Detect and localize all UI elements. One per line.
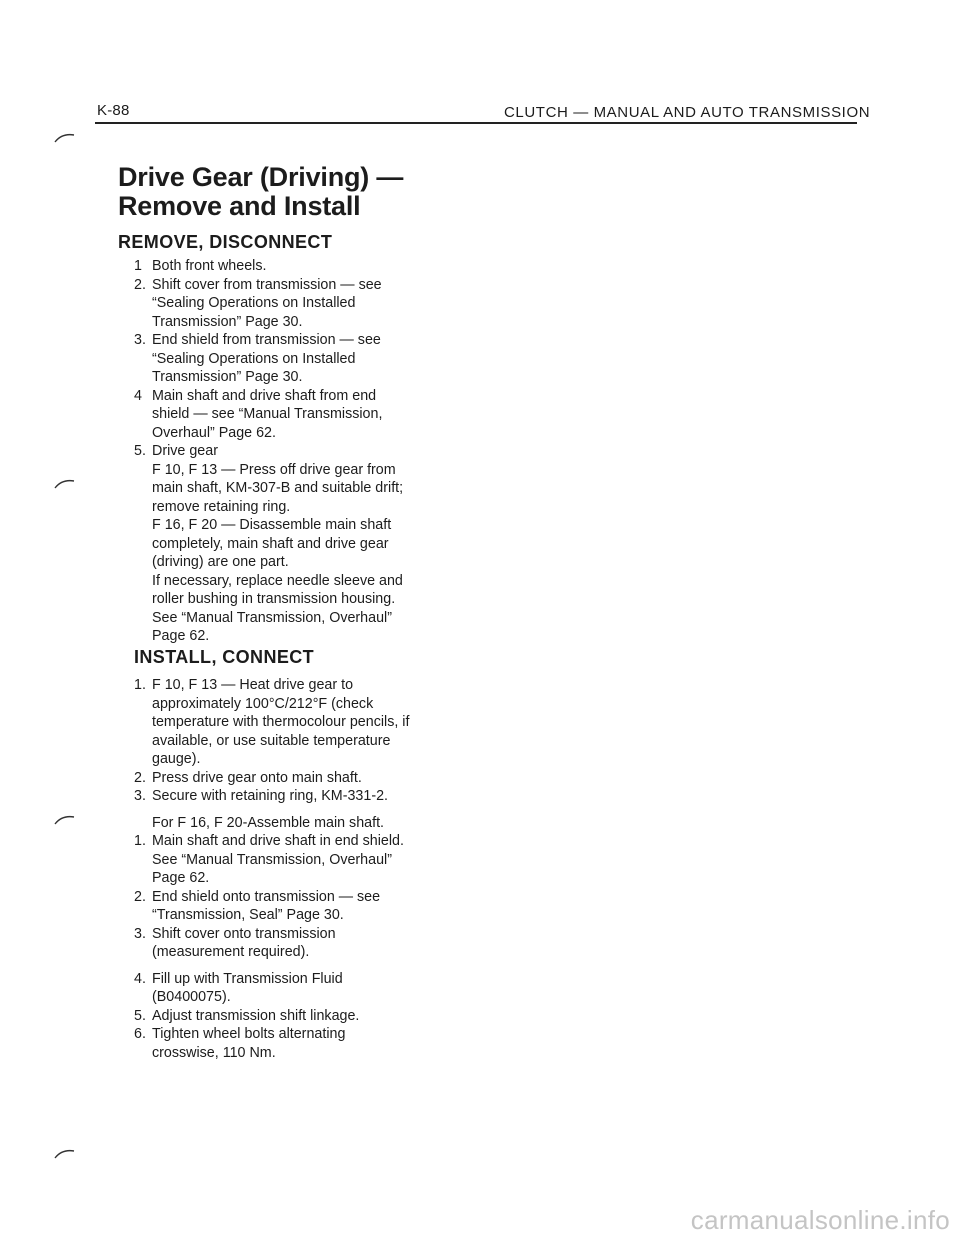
assembly-note: For F 16, F 20-Assemble main shaft. bbox=[152, 814, 385, 831]
item-number: 3. bbox=[134, 925, 146, 942]
item-line: Transmission” Page 30. bbox=[152, 369, 303, 385]
remove-list bbox=[134, 257, 403, 646]
item-line: Both front wheels. bbox=[152, 258, 267, 274]
item-line: Fill up with Transmission Fluid bbox=[152, 970, 343, 987]
item-line: F 16, F 20 — Disassemble main shaft bbox=[152, 517, 392, 533]
item-line: (driving) are one part. bbox=[152, 554, 289, 570]
list-item bbox=[134, 387, 403, 443]
item-line: roller bushing in transmission housing. bbox=[152, 591, 396, 607]
watermark: carmanualsonline.info bbox=[690, 1205, 950, 1235]
title-line: Drive Gear (Driving) — bbox=[118, 162, 404, 192]
item-line: Transmission” Page 30. bbox=[152, 313, 303, 330]
item-line: gauge). bbox=[152, 751, 201, 767]
item-line: remove retaining ring. bbox=[152, 498, 291, 515]
item-number: 3. bbox=[134, 332, 146, 348]
item-line: Press drive gear onto main shaft. bbox=[152, 769, 362, 786]
install-list bbox=[134, 676, 409, 1062]
list-item bbox=[134, 331, 403, 387]
item-line: “Sealing Operations on Installed bbox=[152, 295, 356, 311]
item-number: 3. bbox=[134, 788, 146, 804]
list-item bbox=[134, 676, 409, 769]
item-line: End shield from transmission — see bbox=[152, 332, 381, 348]
list-item bbox=[134, 888, 409, 925]
item-line: F 10, F 13 — Heat drive gear to bbox=[152, 677, 354, 693]
item-line: F 10, F 13 — Press off drive gear from bbox=[152, 461, 396, 478]
binding-mark-icon bbox=[54, 1149, 76, 1159]
list-item bbox=[134, 769, 409, 788]
item-number: 1 bbox=[134, 258, 142, 274]
item-number: 4. bbox=[134, 970, 146, 987]
item-line: Adjust transmission shift linkage. bbox=[152, 1007, 360, 1024]
item-line: completely, main shaft and drive gear bbox=[152, 535, 389, 552]
item-line: Page 62. bbox=[152, 870, 210, 886]
list-item bbox=[134, 925, 409, 962]
item-line: main shaft, KM-307-B and suitable drift; bbox=[152, 480, 404, 496]
list-item bbox=[134, 832, 409, 888]
item-line: approximately 100°C/212°F (check bbox=[152, 695, 374, 712]
item-line: See “Manual Transmission, Overhaul” bbox=[152, 609, 392, 626]
list-item bbox=[134, 276, 403, 332]
item-line: Main shaft and drive shaft from end bbox=[152, 387, 377, 404]
binding-mark-icon bbox=[54, 479, 76, 489]
item-number: 2. bbox=[134, 276, 146, 293]
list-item bbox=[134, 970, 409, 1007]
item-line: Main shaft and drive shaft in end shield. bbox=[152, 833, 404, 849]
item-line: (measurement required). bbox=[152, 944, 310, 960]
header-rule bbox=[95, 122, 857, 124]
install-heading: INSTALL, CONNECT bbox=[134, 647, 315, 667]
list-item bbox=[134, 1007, 409, 1026]
page-title bbox=[118, 163, 403, 221]
item-line: crosswise, 110 Nm. bbox=[152, 1044, 276, 1061]
item-line: End shield onto transmission — see bbox=[152, 888, 381, 905]
list-item bbox=[134, 787, 409, 806]
binding-mark-icon bbox=[54, 815, 76, 825]
item-number: 2. bbox=[134, 888, 146, 905]
item-line: Overhaul” Page 62. bbox=[152, 424, 276, 441]
item-line: “Sealing Operations on Installed bbox=[152, 350, 356, 367]
list-item bbox=[134, 1025, 409, 1062]
item-line: If necessary, replace needle sleeve and bbox=[152, 572, 403, 589]
title-line: Remove and Install bbox=[118, 191, 361, 221]
item-number: 6. bbox=[134, 1026, 146, 1042]
item-line: available, or use suitable temperature bbox=[152, 732, 391, 749]
item-number: 5. bbox=[134, 1007, 146, 1024]
item-line: See “Manual Transmission, Overhaul” bbox=[152, 851, 392, 868]
item-line: Page 62. bbox=[152, 628, 210, 644]
page-number: K-88 bbox=[97, 102, 130, 119]
item-line: Tighten wheel bolts alternating bbox=[152, 1026, 346, 1042]
item-line: Shift cover onto transmission bbox=[152, 925, 336, 942]
list-item bbox=[134, 257, 403, 276]
item-number: 1. bbox=[134, 833, 146, 849]
item-number: 4 bbox=[134, 387, 142, 404]
list-item bbox=[134, 442, 403, 646]
item-line: shield — see “Manual Transmission, bbox=[152, 406, 383, 422]
binding-mark-icon bbox=[54, 133, 76, 143]
item-line: Shift cover from transmission — see bbox=[152, 276, 382, 293]
item-number: 5. bbox=[134, 443, 146, 459]
item-number: 2. bbox=[134, 769, 146, 786]
item-line: “Transmission, Seal” Page 30. bbox=[152, 907, 344, 923]
item-line: (B0400075). bbox=[152, 989, 231, 1005]
item-number: 1. bbox=[134, 677, 146, 693]
item-line: Secure with retaining ring, KM-331-2. bbox=[152, 788, 389, 804]
item-line: temperature with thermocolour pencils, if bbox=[152, 714, 410, 730]
remove-heading: REMOVE, DISCONNECT bbox=[118, 232, 333, 252]
item-line: Drive gear bbox=[152, 443, 218, 459]
running-title: CLUTCH — MANUAL AND AUTO TRANSMISSION bbox=[504, 104, 871, 121]
